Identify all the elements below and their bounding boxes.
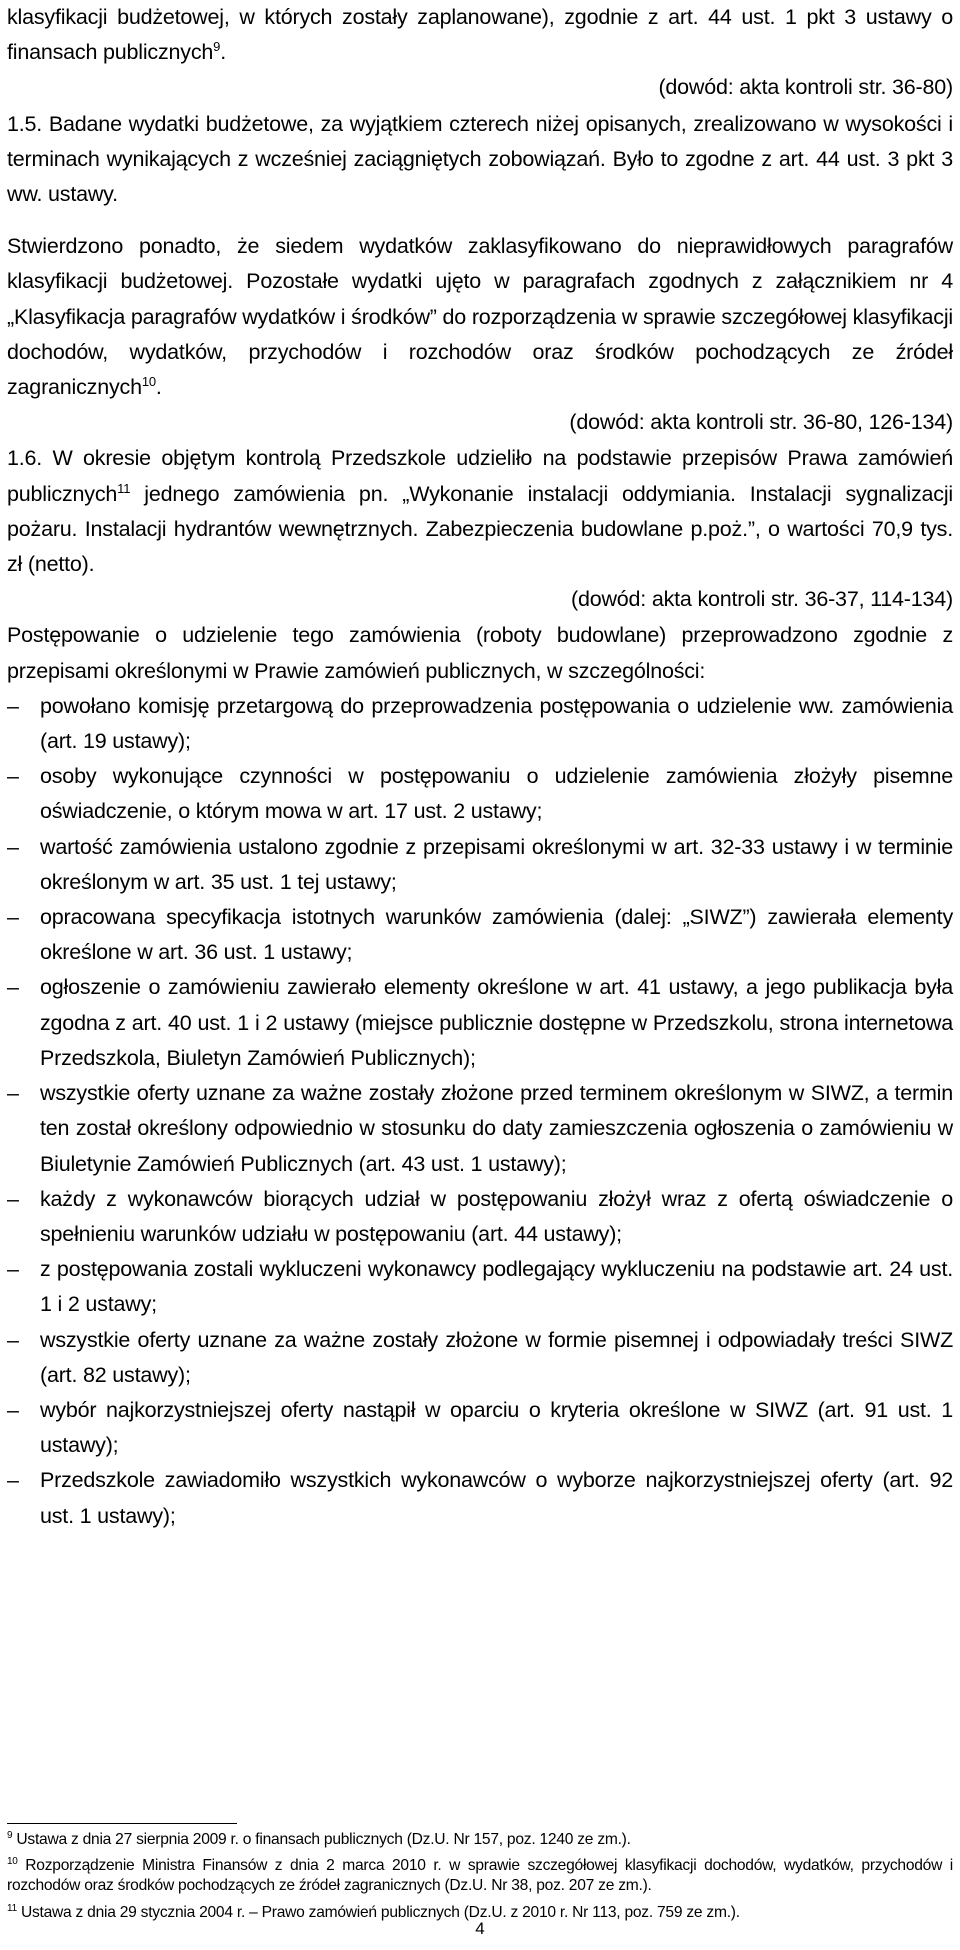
paragraph-budget-classification — [7, 0, 953, 70]
evidence-reference: (dowód: akta kontroli str. 36-80) — [658, 75, 953, 100]
paragraph-end: . — [220, 40, 226, 65]
dash-bullet: – — [7, 1081, 19, 1106]
footnote-9 — [7, 1830, 953, 1850]
list-item — [7, 970, 953, 1076]
paragraph-text: jednego zamówienia pn. „Wykonanie instalacji oddymiania. Instalacji sygnalizacji pożaru. Instalacji hydrantów wewnętrznych. Zabezpieczenia budowlane p.poż.”, o wartości 70,9 tys. zł (netto). — [7, 481, 953, 577]
list-item — [7, 1323, 953, 1393]
list-item — [7, 1252, 953, 1322]
list-item-text: wszystkie oferty uznane za ważne zostały złożone przed terminem określonym w SIWZ, a termin ten został określony odpowiednio w stosunku do daty zamieszczenia ogłoszenia o zamówieniu w Biuletynie Zamówień Publicznych (art. 43 ust. 1 ustawy); — [40, 1081, 953, 1176]
list-item-text: opracowana specyfikacja istotnych warunków zamówienia (dalej: „SIWZ”) zawierała elementy określone w art. 36 ust. 1 ustawy; — [40, 905, 953, 965]
list-item-text: wybór najkorzystniejszej oferty nastąpił w oparciu o kryteria określone w SIWZ (art. 91 ust. 1 ustawy); — [40, 1397, 953, 1458]
list-item-text: ogłoszenie o zamówieniu zawierało elementy określone w art. 41 ustawy, a jego publikacja była zgodna z art. 40 ust. 1 i 2 ustawy (miejsce publicznie dostępne w Przedszkolu, strona internetowa Przedszkola, Biuletyn Zamówień Publicznych); — [40, 975, 953, 1070]
footnote-text: Rozporządzenie Ministra Finansów z dnia 2 marca 2010 r. w sprawie szczegółowej klasyfikacji dochodów, wydatków, przychodów i rozchodów oraz środków pochodzących ze źródeł zagranicznych (Dz.U. Nr 38, poz. 207 ze zm.). — [7, 1857, 953, 1895]
paragraph-misclassification — [7, 229, 953, 405]
main-text — [7, 0, 953, 1534]
footnote-ref-11: 11 — [117, 480, 131, 496]
dash-bullet: – — [7, 834, 19, 859]
list-item-text: wszystkie oferty uznane za ważne zostały złożone w formie pisemnej i odpowiadały treści SIWZ (art. 82 ustawy); — [40, 1327, 953, 1387]
spacer — [7, 212, 953, 229]
paragraph-text: Stwierdzono ponadto, że siedem wydatków zaklasyfikowano do nieprawidłowych paragrafów klasyfikacji budżetowej. Pozostałe wydatki ujęto w paragrafach zgodnych z załącznikiem nr 4 „Klasyfikacja paragrafów wydatków i środków” do rozporządzenia w sprawie szczegółowej klasyfikacji dochodów, wydatków, przychodów i rozchodów oraz środków pochodzących ze źródeł zagranicznych — [7, 234, 953, 400]
list-item-text: powołano komisję przetargową do przeprowadzenia postępowania o udzielenie ww. zamówienia (art. 19 ustawy); — [40, 693, 953, 754]
dash-bullet: – — [7, 1257, 19, 1282]
list-item — [7, 759, 953, 829]
dash-bullet: – — [7, 764, 19, 789]
page-number: 4 — [475, 1919, 485, 1938]
footnote-number: 10 — [7, 1856, 18, 1868]
footnotes-section — [7, 1823, 953, 1929]
list-item — [7, 1463, 953, 1533]
dash-bullet: – — [7, 1468, 19, 1493]
procedure-list — [7, 689, 953, 1534]
evidence-reference: (dowód: akta kontroli str. 36-37, 114-134) — [570, 587, 953, 612]
footnote-text: Ustawa z dnia 29 stycznia 2004 r. – Prawo zamówień publicznych (Dz.U. z 2010 r. Nr 113, poz. 759 ze zm.). — [16, 1903, 740, 1921]
paragraph-1-6 — [7, 441, 953, 582]
list-item-text: Przedszkole zawiadomiło wszystkich wykonawców o wyborze najkorzystniejszej oferty (art. 92 ust. 1 ustawy); — [40, 1468, 953, 1528]
footnote-ref-10: 10 — [141, 374, 156, 390]
list-item — [7, 1182, 953, 1252]
paragraph-procedure: Postępowanie o udzielenie tego zamówienia (roboty budowlane) przeprowadzono zgodnie z przepisami określonymi w Prawie zamówień publicznych, w szczególności: — [7, 623, 953, 683]
dash-bullet: – — [7, 905, 19, 930]
footnote-10 — [7, 1856, 953, 1896]
dash-bullet: – — [7, 1327, 19, 1352]
footnote-text: Ustawa z dnia 27 sierpnia 2009 r. o finansach publicznych (Dz.U. Nr 157, poz. 1240 ze zm.). — [12, 1831, 631, 1848]
paragraph-end: . — [155, 375, 162, 400]
dash-bullet: – — [7, 1397, 19, 1422]
dash-bullet: – — [7, 975, 19, 1000]
paragraph-1-5: 1.5. Badane wydatki budżetowe, za wyjątkiem czterech niżej opisanych, zrealizowano w wysokości i terminach wynikających z wcześniej zaciągniętych zobowiązań. Było to zgodne z art. 44 ust. 3 pkt 3 ww. ustawy. — [7, 111, 953, 207]
list-item-text: wartość zamówienia ustalono zgodnie z przepisami określonymi w art. 32-33 ustawy i w terminie określonym w art. 35 ust. 1 tej ustawy; — [40, 834, 953, 894]
list-item — [7, 830, 953, 900]
list-item-text: z postępowania zostali wykluczeni wykonawcy podlegający wykluczeniu na podstawie art. 24 ust. 1 i 2 ustawy; — [40, 1257, 953, 1317]
list-item — [7, 1076, 953, 1182]
list-item-text: każdy z wykonawców biorących udział w postępowaniu złożył wraz z ofertą oświadczenie o spełnieniu warunków udziału w postępowaniu (art. 44 ustawy); — [40, 1186, 953, 1246]
footnote-ref-9: 9 — [213, 39, 221, 55]
paragraph-text: klasyfikacji budżetowej, w których zostały zaplanowane), zgodnie z art. 44 ust. 1 pkt 3 ustawy o finansach publicznych — [7, 5, 953, 65]
list-item-text: osoby wykonujące czynności w postępowaniu o udzielenie zamówienia złożyły pisemne oświadczenie, o którym mowa w art. 17 ust. 2 ustawy; — [40, 764, 953, 824]
footnote-separator — [7, 1823, 237, 1824]
list-item — [7, 900, 953, 970]
list-item — [7, 689, 953, 759]
dash-bullet: – — [7, 693, 19, 718]
footnote-number: 11 — [7, 1902, 17, 1914]
evidence-reference: (dowód: akta kontroli str. 36-80, 126-134) — [569, 410, 953, 435]
dash-bullet: – — [7, 1186, 19, 1211]
footnote-number: 9 — [7, 1830, 13, 1841]
paragraph-text: 1.6. W okresie objętym kontrolą Przedszkole udzieliło na podstawie przepisów Prawa zamówień publicznych — [7, 446, 953, 506]
list-item — [7, 1393, 953, 1463]
